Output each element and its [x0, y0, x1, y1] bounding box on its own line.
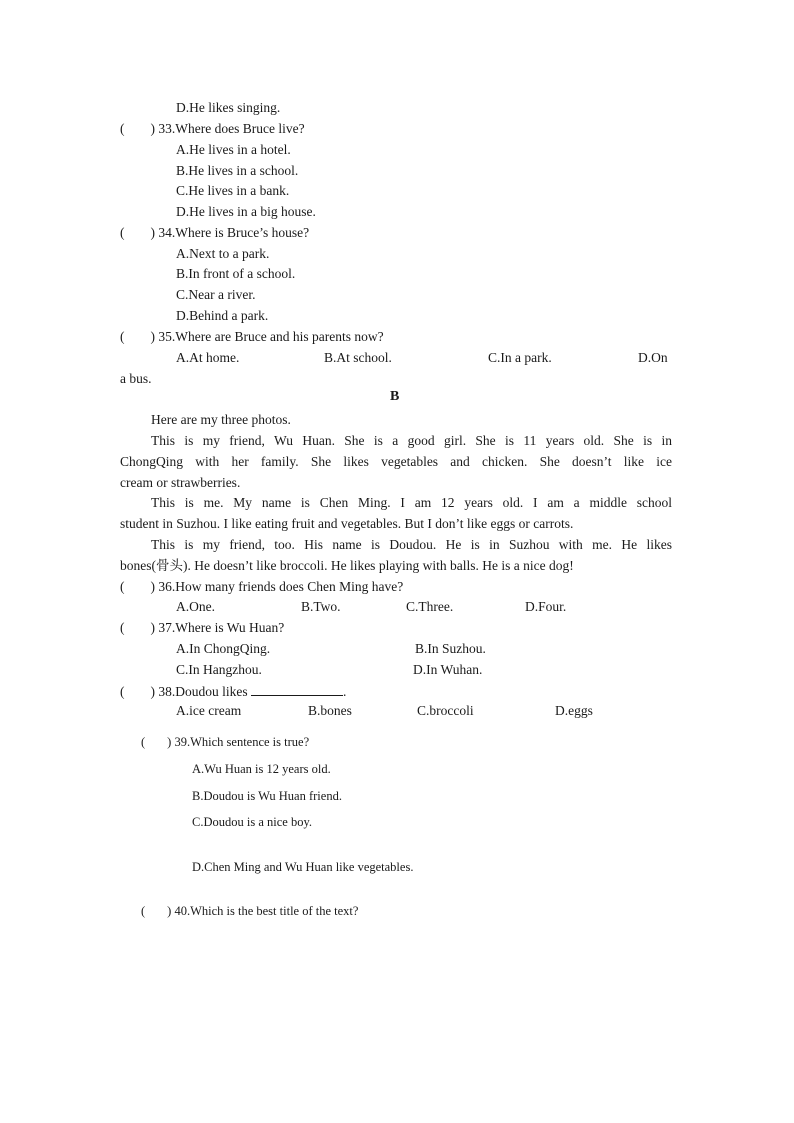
q39-option-d: D.Chen Ming and Wu Huan like vegetables. [192, 860, 414, 874]
q37-option-d: D.In Wuhan. [413, 662, 483, 677]
stem-end: . [343, 684, 347, 699]
question-text: ) 37.Where is Wu Huan? [150, 620, 285, 635]
q33-stem [120, 120, 305, 137]
q35-option-d: D.On [638, 350, 668, 365]
q34-option-a: A.Next to a park. [176, 246, 270, 261]
q35-option-b: B.At school. [324, 350, 392, 365]
passage-line: cream or strawberries. [120, 475, 241, 490]
q34-option-b: B.In front of a school. [176, 266, 296, 281]
answer-bracket[interactable]: ( [120, 121, 125, 136]
answer-bracket[interactable]: ( [120, 329, 125, 344]
section-heading: B [390, 389, 400, 404]
q36-option-c: C.Three. [406, 599, 454, 614]
q39-option-a: A.Wu Huan is 12 years old. [192, 762, 331, 776]
q34-option-d: D.Behind a park. [176, 308, 269, 323]
answer-bracket[interactable]: ( [120, 579, 125, 594]
answer-bracket[interactable]: ( [120, 620, 125, 635]
question-text: ) 34.Where is Bruce’s house? [150, 225, 310, 240]
fill-in-blank[interactable] [251, 682, 343, 696]
answer-bracket[interactable]: ( [120, 684, 125, 699]
question-text: ) 40.Which is the best title of the text? [167, 904, 359, 918]
q38-option-d: D.eggs [555, 703, 593, 718]
passage-line: bones(骨头). He doesn’t like broccoli. He likes playing with balls. He is a nice dog! [120, 558, 574, 573]
q37-stem [120, 619, 284, 636]
q35-option-c: C.In a park. [488, 350, 552, 365]
q34-option-c: C.Near a river. [176, 287, 256, 302]
q33-option-a: A.He lives in a hotel. [176, 142, 291, 157]
q40-stem [141, 903, 358, 919]
passage-line: This is my friend, too. His name is Doudou. He is in Suzhou with me. He likes [151, 537, 672, 552]
q33-option-d: D.He lives in a big house. [176, 204, 316, 219]
q38-stem [120, 682, 346, 700]
q39-option-c: C.Doudou is a nice boy. [192, 815, 313, 829]
passage-line: ChongQing with her family. She likes vegetables and chicken. She doesn’t like ice [120, 454, 672, 469]
q39-option-b: B.Doudou is Wu Huan friend. [192, 789, 342, 803]
q34-stem [120, 224, 309, 241]
q39-stem [141, 734, 309, 750]
question-text: ) 33.Where does Bruce live? [150, 121, 305, 136]
q36-option-a: A.One. [176, 599, 215, 614]
answer-bracket[interactable]: ( [141, 904, 146, 918]
q35-stem [120, 328, 384, 345]
question-text: ) 36.How many friends does Chen Ming have? [150, 579, 404, 594]
question-text: ) 38.Doudou likes [150, 684, 248, 699]
q36-option-d: D.Four. [525, 599, 567, 614]
q38-option-a: A.ice cream [176, 703, 242, 718]
question-text: ) 39.Which sentence is true? [167, 735, 310, 749]
passage-intro: Here are my three photos. [151, 412, 291, 427]
passage-line: This is me. My name is Chen Ming. I am 12 years old. I am a middle school [151, 495, 672, 510]
answer-bracket[interactable]: ( [120, 225, 125, 240]
q35-option-a: A.At home. [176, 350, 240, 365]
passage-line: This is my friend, Wu Huan. She is a good girl. She is 11 years old. She is in [151, 433, 672, 448]
q32-option-d: D.He likes singing. [176, 100, 281, 115]
q36-stem [120, 578, 403, 595]
q37-option-b: B.In Suzhou. [415, 641, 486, 656]
question-text: ) 35.Where are Bruce and his parents now? [150, 329, 384, 344]
q37-option-a: A.In ChongQing. [176, 641, 271, 656]
q38-option-c: C.broccoli [417, 703, 474, 718]
q36-option-b: B.Two. [301, 599, 341, 614]
q33-option-c: C.He lives in a bank. [176, 183, 290, 198]
q38-option-b: B.bones [308, 703, 352, 718]
q33-option-b: B.He lives in a school. [176, 163, 299, 178]
q35-option-d-continued: a bus. [120, 371, 152, 386]
passage-line: student in Suzhou. I like eating fruit and vegetables. But I don’t like eggs or carrots. [120, 516, 574, 531]
q37-option-c: C.In Hangzhou. [176, 662, 262, 677]
answer-bracket[interactable]: ( [141, 735, 146, 749]
